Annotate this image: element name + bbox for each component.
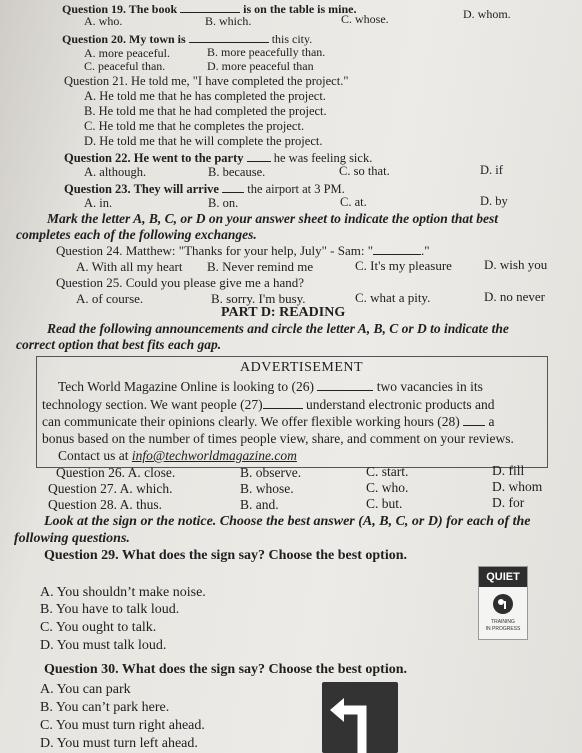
q21-stem: Question 21. He told me, "I have completed the project." xyxy=(64,74,349,88)
q23-option-b[interactable]: B. on. xyxy=(208,196,239,210)
q22-option-b[interactable]: B. because. xyxy=(208,165,266,179)
q30-option-d[interactable]: D. You must turn left ahead. xyxy=(40,736,198,751)
q28-option-b[interactable]: B. and. xyxy=(240,497,279,512)
q26-stem[interactable]: Question 26. A. close. xyxy=(56,465,176,480)
q22-line: Question 22. He went to the party he was feeling sick. xyxy=(64,151,373,165)
ad-line-1: Tech World Magazine Online is looking to (26) two vacancies in its xyxy=(58,379,483,394)
q23-option-d[interactable]: D. by xyxy=(480,194,508,208)
q19-option-b[interactable]: B. which. xyxy=(205,14,252,28)
q26-option-c[interactable]: C. start. xyxy=(366,464,409,479)
instruction-signs-line2: following questions. xyxy=(14,531,130,546)
q27-option-b[interactable]: B. whose. xyxy=(240,481,294,496)
q25-option-c[interactable]: C. what a pity. xyxy=(355,290,431,305)
silence-icon xyxy=(492,593,514,615)
turn-left-sign-icon xyxy=(322,682,398,753)
part-d-heading: PART D: READING xyxy=(221,305,346,320)
q20-option-d[interactable]: D. more peaceful than xyxy=(207,59,314,73)
q29-option-a[interactable]: A. You shouldn’t make noise. xyxy=(40,585,206,600)
q21-option-a[interactable]: A. He told me that he has completed the project. xyxy=(84,89,326,103)
q24-option-c[interactable]: C. It's my pleasure xyxy=(355,258,452,273)
ad-line-2: technology section. We want people (27) understand electronic products and xyxy=(42,397,495,412)
q22-option-d[interactable]: D. if xyxy=(480,163,503,177)
q29-option-d[interactable]: D. You must talk loud. xyxy=(40,638,167,653)
instruction-reading-line2: correct option that best fits each gap. xyxy=(16,337,222,352)
q20-option-c[interactable]: C. peaceful than. xyxy=(84,59,166,73)
ad-line-3: can communicate their opinions clearly. We offer flexible working hours (28) a xyxy=(42,414,495,429)
q23-line: Question 23. They will arrive the airport at 3 PM. xyxy=(64,182,345,196)
ad-line-5: Contact us at info@techworldmagazine.com xyxy=(58,448,297,463)
q29-option-b[interactable]: B. You have to talk loud. xyxy=(40,602,180,617)
q24-option-d[interactable]: D. wish you xyxy=(484,257,548,272)
q30-stem: Question 30. What does the sign say? Choose the best option. xyxy=(44,662,408,677)
q25-option-b[interactable]: B. sorry. I'm busy. xyxy=(211,291,306,306)
instruction-reading-line1: Read the following announcements and circle the letter A, B, C or D to indicate the xyxy=(47,321,509,336)
quiet-sign-subtitle: TRAINING IN PROGRESS xyxy=(485,619,521,632)
quiet-sign-title: QUIET xyxy=(479,567,527,587)
q25-option-d[interactable]: D. no never xyxy=(484,289,546,304)
q23-option-a[interactable]: A. in. xyxy=(84,196,113,210)
q22-option-c[interactable]: C. so that. xyxy=(339,164,390,178)
q24-option-b[interactable]: B. Never remind me xyxy=(207,259,314,274)
q26-option-b[interactable]: B. observe. xyxy=(240,465,302,480)
q29-stem: Question 29. What does the sign say? Choose the best option. xyxy=(44,548,408,563)
ad-line-4: bonus based on the number of times people view, share, and comment on your reviews. xyxy=(42,431,514,446)
q23-option-c[interactable]: C. at. xyxy=(340,195,367,209)
q20-line: Question 20. My town is this city. xyxy=(62,32,313,46)
q21-option-d[interactable]: D. He told me that he will complete the project. xyxy=(84,134,323,148)
instruction-signs-line1: Look at the sign or the notice. Choose the best answer (A, B, C, or D) for each of the xyxy=(44,514,531,529)
advertisement-title: ADVERTISEMENT xyxy=(240,360,364,375)
q28-option-d[interactable]: D. for xyxy=(492,495,525,510)
q27-option-d[interactable]: D. whom xyxy=(492,479,543,494)
q30-option-a[interactable]: A. You can park xyxy=(40,682,131,697)
q24-option-a[interactable]: A. With all my heart xyxy=(76,259,183,274)
q25-option-a[interactable]: A. of course. xyxy=(76,291,144,306)
q26-option-d[interactable]: D. fill xyxy=(492,463,525,478)
instruction-exchanges-line2: completes each of the following exchanges. xyxy=(16,227,257,242)
q30-option-c[interactable]: C. You must turn right ahead. xyxy=(40,718,205,733)
q28-stem[interactable]: Question 28. A. thus. xyxy=(48,497,163,512)
q27-option-c[interactable]: C. who. xyxy=(366,480,409,495)
q21-option-c[interactable]: C. He told me that he completes the project. xyxy=(84,119,305,133)
q28-option-c[interactable]: C. but. xyxy=(366,496,403,511)
q19-option-c[interactable]: C. whose. xyxy=(341,12,389,26)
q25-stem: Question 25. Could you please give me a hand? xyxy=(56,275,305,290)
q19-option-d[interactable]: D. whom. xyxy=(463,7,511,21)
q19-option-a[interactable]: A. who. xyxy=(84,14,123,28)
q29-option-c[interactable]: C. You ought to talk. xyxy=(40,620,157,635)
q27-stem[interactable]: Question 27. A. which. xyxy=(48,481,173,496)
q20-option-a[interactable]: A. more peaceful. xyxy=(84,46,170,60)
q20-option-b[interactable]: B. more peacefully than. xyxy=(207,45,326,59)
q30-option-b[interactable]: B. You can’t park here. xyxy=(40,700,170,715)
quiet-sign xyxy=(478,566,528,640)
instruction-exchanges-line1: Mark the letter A, B, C, or D on your answer sheet to indicate the option that best xyxy=(47,211,499,226)
q24-line: Question 24. Matthew: "Thanks for your help, July" - Sam: " ." xyxy=(56,243,430,258)
q21-option-b[interactable]: B. He told me that he had completed the project. xyxy=(84,104,327,118)
ad-email-link[interactable]: info@techworldmagazine.com xyxy=(131,448,297,463)
q22-option-a[interactable]: A. although. xyxy=(84,165,147,179)
q19-line: Question 19. The book is on the table is mine. xyxy=(62,2,357,16)
